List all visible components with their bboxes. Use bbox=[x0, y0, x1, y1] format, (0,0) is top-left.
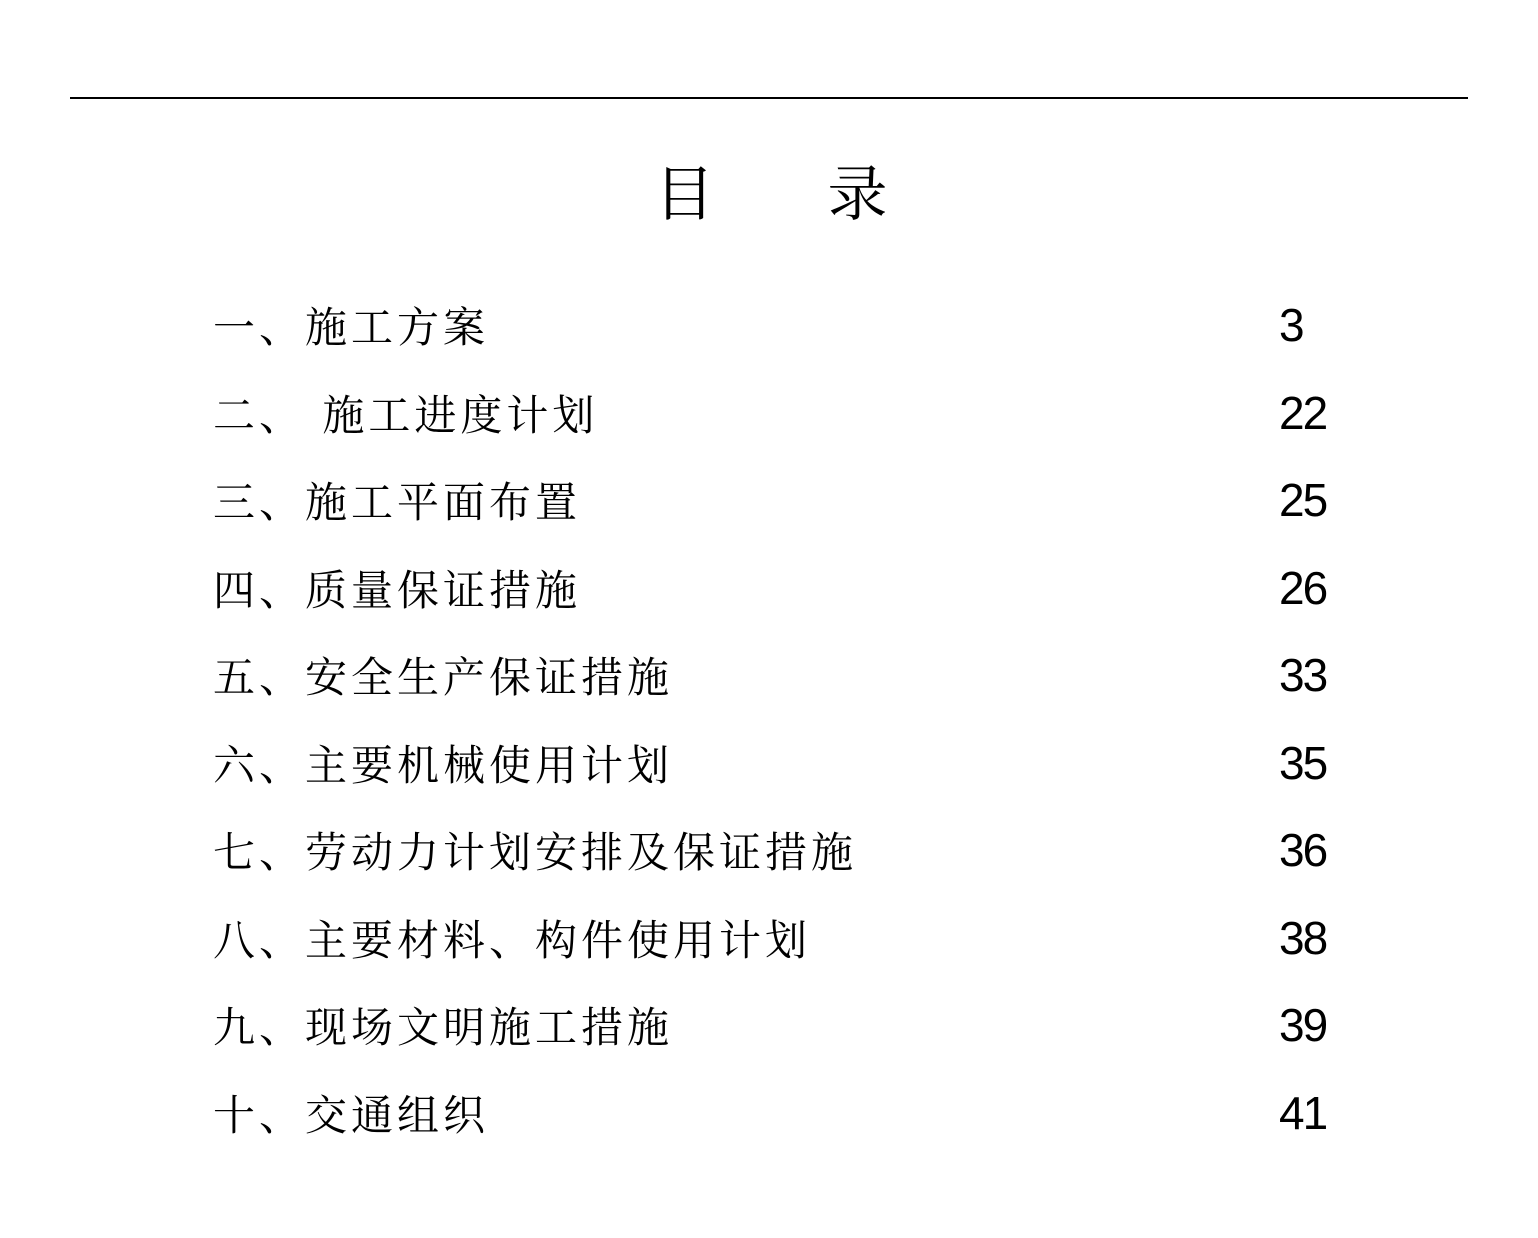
toc-row[interactable] bbox=[213, 985, 1413, 1073]
toc-row[interactable] bbox=[213, 635, 1413, 723]
toc-entry-label[interactable]: 六、主要机械使用计划 bbox=[213, 740, 674, 790]
toc-entry-page: 38 bbox=[1279, 911, 1327, 964]
toc-entry-label[interactable]: 八、主要材料、构件使用计划 bbox=[213, 915, 812, 965]
toc-row[interactable] bbox=[213, 898, 1413, 986]
toc-entry-page: 26 bbox=[1279, 561, 1327, 614]
toc-row[interactable] bbox=[213, 810, 1413, 898]
toc-entry-page: 39 bbox=[1279, 999, 1327, 1051]
toc-entry-page: 35 bbox=[1279, 736, 1327, 789]
toc-entry-label[interactable]: 五、安全生产保证措施 bbox=[213, 653, 674, 702]
toc-entry-label[interactable]: 二、 施工进度计划 bbox=[213, 390, 599, 440]
toc-row[interactable] bbox=[213, 285, 1413, 373]
toc-entry-label[interactable]: 九、现场文明施工措施 bbox=[213, 1003, 674, 1052]
toc-title-char-1: 目 bbox=[654, 160, 715, 230]
toc-list bbox=[213, 285, 1413, 1160]
toc-entry-page: 25 bbox=[1279, 474, 1327, 526]
toc-row[interactable] bbox=[213, 723, 1413, 811]
toc-entry-label[interactable]: 四、质量保证措施 bbox=[213, 565, 582, 615]
toc-entry-label[interactable]: 十、交通组织 bbox=[213, 1090, 490, 1140]
toc-entry-page: 3 bbox=[1279, 299, 1303, 351]
toc-entry-page: 36 bbox=[1279, 824, 1327, 876]
toc-entry-page: 41 bbox=[1279, 1086, 1327, 1139]
toc-entry-label[interactable]: 一、施工方案 bbox=[213, 303, 490, 352]
toc-entry-page: 22 bbox=[1279, 386, 1327, 439]
toc-entry-label[interactable]: 三、施工平面布置 bbox=[213, 478, 582, 527]
toc-row[interactable] bbox=[213, 548, 1413, 636]
toc-row[interactable] bbox=[213, 460, 1413, 548]
header-rule bbox=[70, 97, 1468, 99]
toc-row[interactable] bbox=[213, 373, 1413, 461]
toc-title bbox=[0, 150, 1538, 240]
toc-entry-label[interactable]: 七、劳动力计划安排及保证措施 bbox=[213, 828, 858, 877]
toc-entry-page: 33 bbox=[1279, 649, 1327, 701]
toc-title-char-2: 录 bbox=[827, 160, 888, 230]
toc-row[interactable] bbox=[213, 1073, 1413, 1161]
